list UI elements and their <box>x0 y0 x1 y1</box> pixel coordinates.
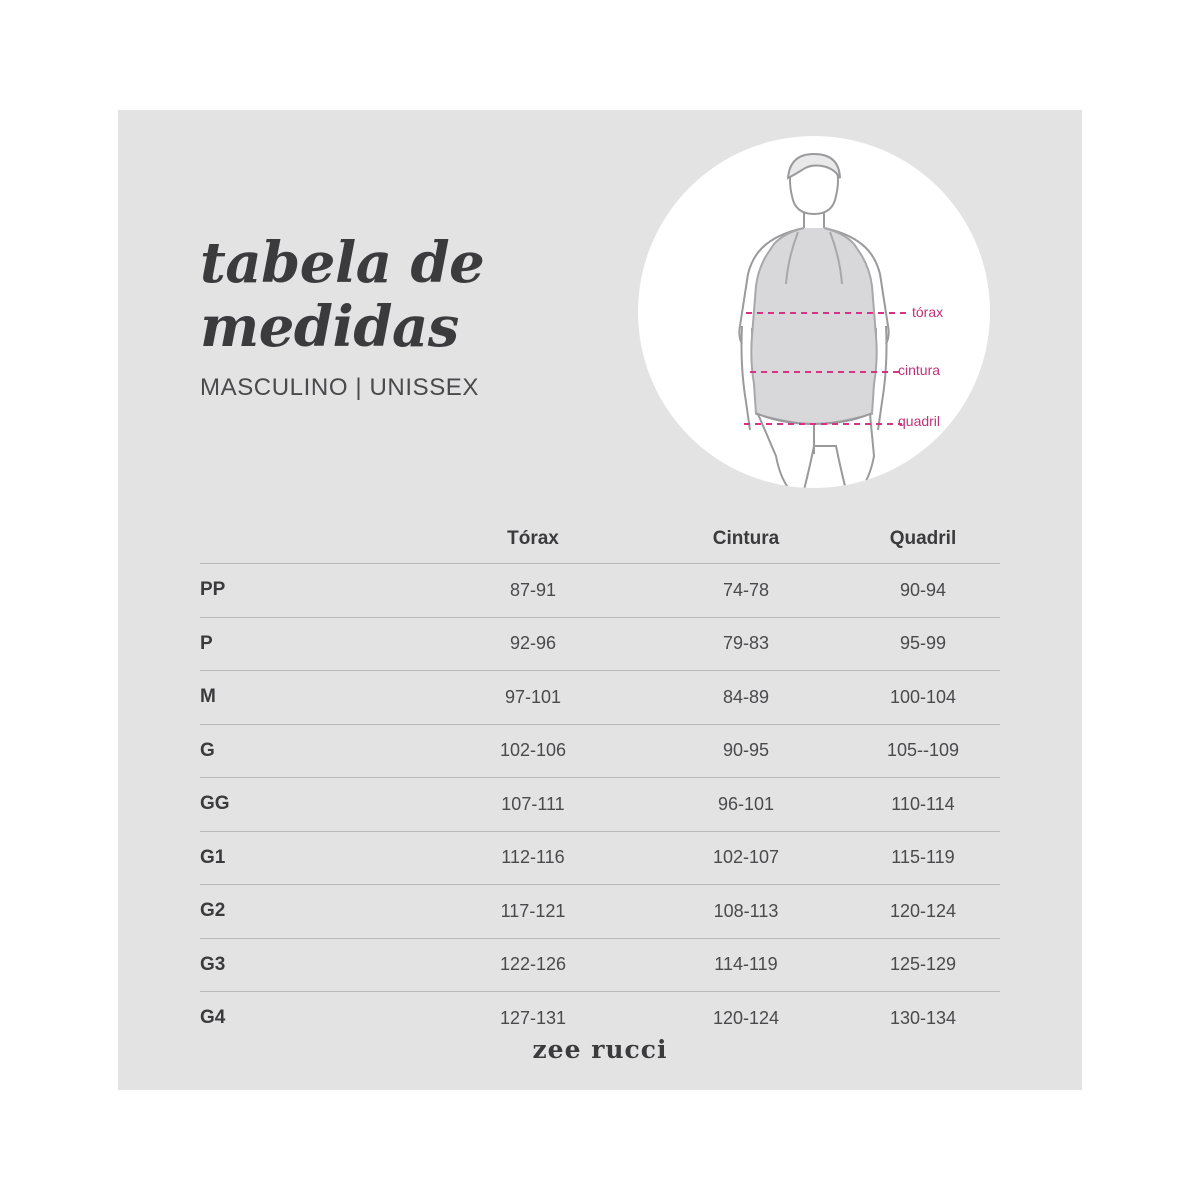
cell-torax: 112-116 <box>501 847 565 868</box>
cell-cintura: 90-95 <box>722 740 770 761</box>
cell-cintura: 114-119 <box>714 954 778 975</box>
cell-quadril: 110-114 <box>891 793 955 814</box>
cell-cintura: 102-107 <box>712 847 780 868</box>
cell-cintura: 96-101 <box>717 793 775 814</box>
label-quadril: quadril <box>898 413 941 429</box>
cell-quadril: 90-94 <box>899 579 947 600</box>
cell-size: G4 <box>200 1007 226 1029</box>
cell-quadril: 105--109 <box>886 740 960 761</box>
cell-torax: 107-111 <box>501 793 565 814</box>
table-row <box>200 832 1000 886</box>
header-quadril: Quadril <box>889 528 957 549</box>
page-subtitle: MASCULINO | UNISSEX <box>200 373 480 401</box>
body-measurement-illustration <box>630 128 1010 508</box>
cell-torax: 127-131 <box>499 1007 567 1028</box>
cell-cintura: 84-89 <box>722 686 770 707</box>
measurements-table <box>200 515 1000 1045</box>
cell-torax: 122-126 <box>499 954 567 975</box>
table-row <box>200 618 1000 672</box>
cell-size: G3 <box>200 953 226 975</box>
cell-quadril: 100-104 <box>889 686 957 707</box>
cell-torax: 87-91 <box>509 579 557 600</box>
label-cintura: cintura <box>898 362 941 378</box>
cell-size: G1 <box>200 846 226 868</box>
table-row <box>200 885 1000 939</box>
table-header-row <box>200 515 1000 564</box>
brand-logo: zee rucci <box>532 1035 668 1064</box>
cell-torax: 92-96 <box>509 633 557 654</box>
cell-size: M <box>200 686 216 708</box>
cell-torax: 102-106 <box>499 740 567 761</box>
table-row <box>200 671 1000 725</box>
cell-cintura: 74-78 <box>722 579 770 600</box>
cell-quadril: 130-134 <box>889 1007 957 1028</box>
table-row <box>200 564 1000 618</box>
cell-size: P <box>200 632 213 654</box>
table-row <box>200 939 1000 993</box>
cell-size: PP <box>200 579 226 601</box>
table-row <box>200 778 1000 832</box>
cell-torax: 117-121 <box>500 900 566 921</box>
cell-cintura: 120-124 <box>712 1007 780 1028</box>
cell-quadril: 115-119 <box>891 847 955 868</box>
header-cintura: Cintura <box>712 528 780 549</box>
cell-quadril: 120-124 <box>889 900 957 921</box>
page-title-line1: tabela de <box>200 230 485 296</box>
table-row <box>200 725 1000 779</box>
cell-cintura: 108-113 <box>713 900 779 921</box>
male-torso-figure-icon <box>630 128 1010 508</box>
cell-torax: 97-101 <box>504 686 562 707</box>
cell-size: G <box>200 739 215 761</box>
title-block <box>200 232 620 402</box>
header-torax: Tórax <box>507 528 559 549</box>
label-torax: tórax <box>912 304 944 320</box>
cell-cintura: 79-83 <box>722 633 770 654</box>
cell-quadril: 125-129 <box>889 954 957 975</box>
cell-size: G2 <box>200 900 226 922</box>
cell-quadril: 95-99 <box>899 633 947 654</box>
page-title-line2: medidas <box>200 293 459 360</box>
cell-size: GG <box>200 793 230 815</box>
